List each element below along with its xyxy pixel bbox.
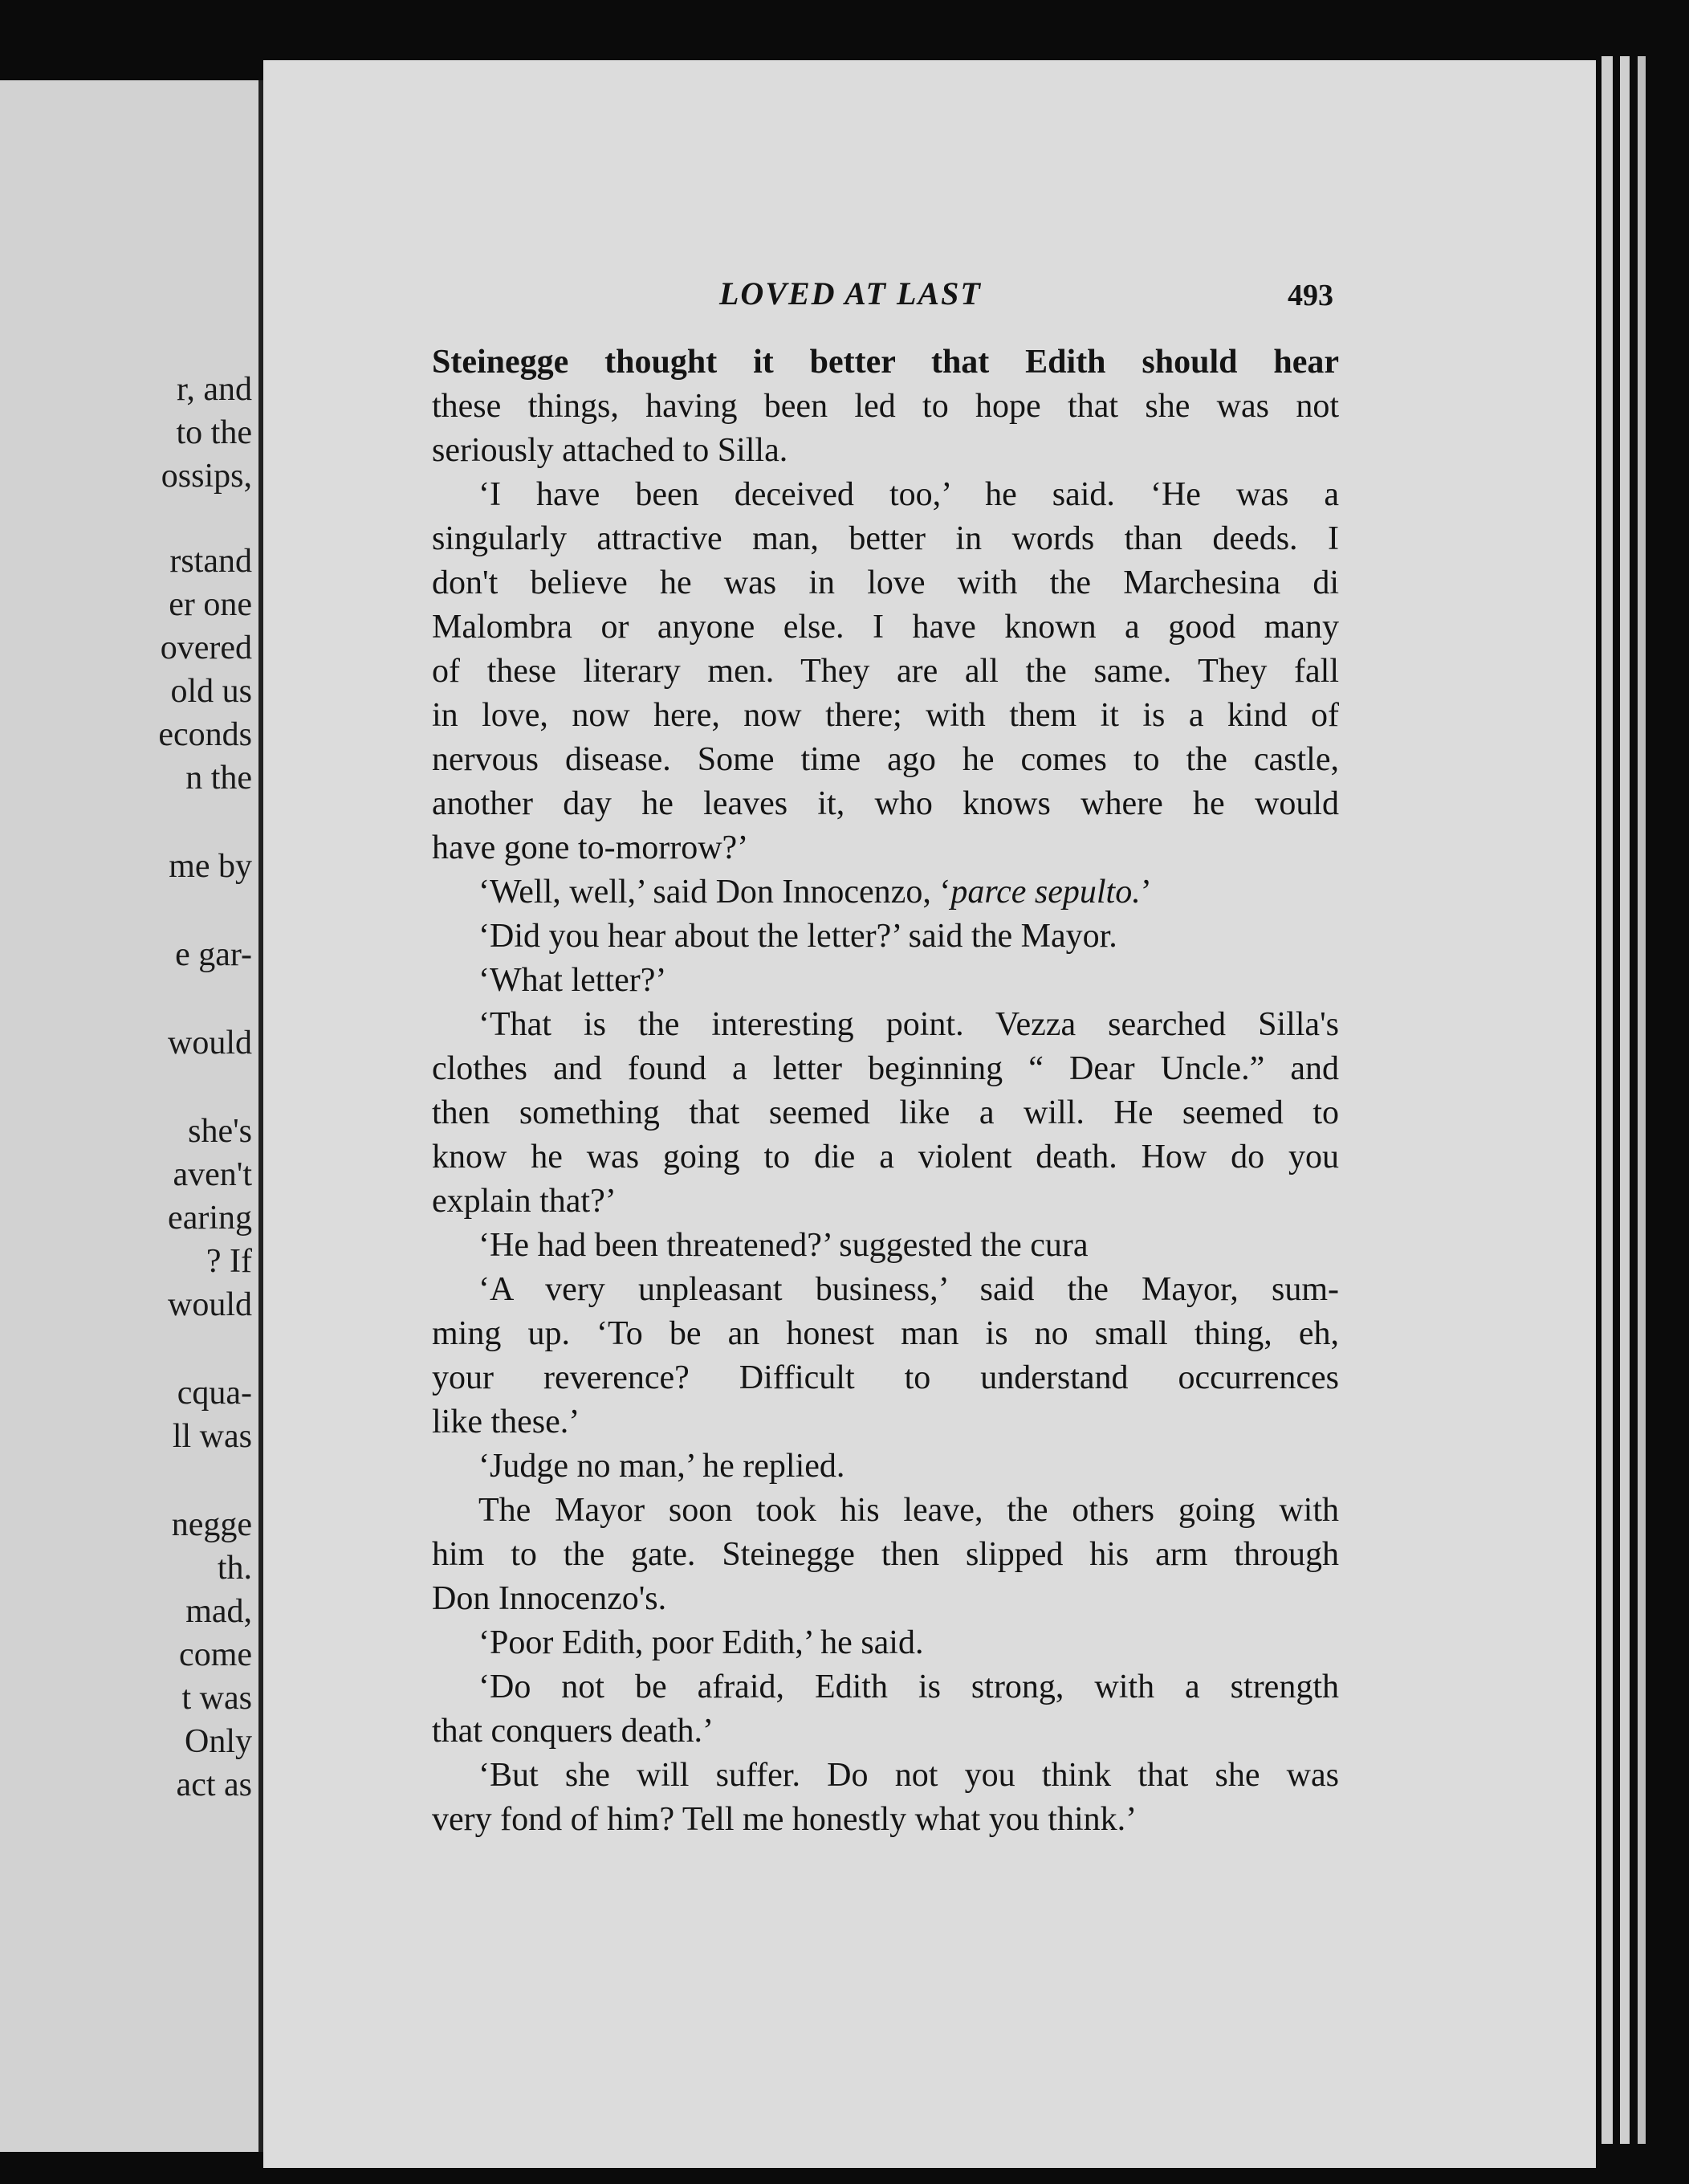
- body-line: ‘I have been deceived too,’ he said. ‘He was a: [478, 476, 1339, 513]
- left-line: would: [168, 1286, 252, 1323]
- body-line: know he was going to die a violent death. How do you: [432, 1139, 1339, 1176]
- body-line: these things, having been led to hope that she was not: [432, 388, 1339, 425]
- left-line: ll was: [172, 1418, 252, 1455]
- left-line: old us: [170, 673, 252, 710]
- body-line: ‘That is the interesting point. Vezza searched Silla's: [478, 1006, 1339, 1043]
- body-line: explain that?’: [432, 1183, 617, 1220]
- left-line: would: [168, 1025, 252, 1061]
- body-line: [432, 875, 1152, 909]
- body-line: ‘Judge no man,’ he replied.: [478, 1448, 845, 1485]
- body-line: ‘But she will suffer. Do not you think that she was: [478, 1757, 1339, 1794]
- body-line: Don Innocenzo's.: [432, 1580, 667, 1617]
- left-line: cqua-: [177, 1375, 252, 1412]
- left-line: n the: [185, 760, 252, 797]
- body-line: of these literary men. They are all the same. They fall: [432, 653, 1339, 690]
- body-line: then something that seemed like a will. He seemed to: [432, 1094, 1339, 1131]
- left-line: rstand: [169, 543, 252, 580]
- body-line: ‘A very unpleasant business,’ said the Mayor, sum-: [478, 1271, 1339, 1308]
- body-line: another day he leaves it, who knows where he would: [432, 785, 1339, 822]
- body-line: ‘Poor Edith, poor Edith,’ he said.: [478, 1624, 924, 1661]
- body-line: have gone to-morrow?’: [432, 829, 749, 866]
- left-line: ossips,: [161, 458, 252, 495]
- left-line: earing: [168, 1200, 252, 1237]
- body-line: don't believe he was in love with the Marchesina di: [432, 564, 1339, 601]
- left-line: er one: [169, 586, 252, 623]
- page-edge: [1620, 56, 1630, 2144]
- body-line: clothes and found a letter beginning “ Dear Uncle.” and: [432, 1050, 1339, 1087]
- left-line: come: [179, 1636, 252, 1673]
- body-line: your reverence? Difficult to understand occurrences: [432, 1359, 1339, 1396]
- body-line: ming up. ‘To be an honest man is no small thing, eh,: [432, 1315, 1339, 1352]
- body-line: singularly attractive man, better in words than deeds. I: [432, 520, 1339, 557]
- body-line: ‘Did you hear about the letter?’ said the Mayor.: [478, 918, 1117, 955]
- left-line: to the: [176, 414, 252, 451]
- body-line: that conquers death.’: [432, 1713, 714, 1750]
- left-line: negge: [171, 1506, 252, 1543]
- left-line: th.: [217, 1550, 252, 1587]
- body-line-part: ‘Well, well,’ said Don Innocenzo, ‘: [478, 874, 951, 911]
- body-line: seriously attached to Silla.: [432, 432, 788, 469]
- body-line: in love, now here, now there; with them it is a kind of: [432, 697, 1339, 734]
- body-line: Steinegge thought it better that Edith should hear: [432, 344, 1339, 381]
- left-line: Only: [185, 1723, 252, 1760]
- body-line: ‘Do not be afraid, Edith is strong, with a strength: [478, 1669, 1339, 1705]
- body-line: like these.’: [432, 1404, 580, 1440]
- left-line: act as: [176, 1766, 252, 1803]
- page-number: 493: [1288, 279, 1333, 312]
- left-line: r, and: [177, 371, 252, 408]
- left-line: mad,: [185, 1593, 252, 1630]
- previous-page-fragment: [0, 80, 263, 2152]
- left-line: she's: [188, 1113, 252, 1150]
- body-line: The Mayor soon took his leave, the others going with: [478, 1492, 1339, 1529]
- page-edge: [1638, 56, 1646, 2144]
- body-line: ‘He had been threatened?’ suggested the cura: [478, 1227, 1089, 1264]
- body-line: nervous disease. Some time ago he comes to the castle,: [432, 741, 1339, 778]
- left-line: t was: [181, 1680, 252, 1717]
- body-line: very fond of him? Tell me honestly what you think.’: [432, 1801, 1138, 1838]
- body-line: him to the gate. Steinegge then slipped his arm through: [432, 1536, 1339, 1573]
- left-line: ? If: [206, 1243, 252, 1280]
- latin-phrase: parce sepulto.: [950, 874, 1141, 911]
- running-head: LOVED AT LAST: [719, 275, 982, 312]
- left-line: e gar-: [175, 936, 252, 973]
- body-line: Malombra or anyone else. I have known a good many: [432, 609, 1339, 646]
- closing-quote: ’: [1140, 874, 1152, 911]
- left-line: overed: [160, 630, 252, 666]
- page-edge: [1601, 56, 1613, 2144]
- left-line: aven't: [173, 1156, 252, 1193]
- left-line: econds: [158, 716, 252, 753]
- body-line: ‘What letter?’: [478, 962, 667, 999]
- left-line: me by: [169, 848, 252, 885]
